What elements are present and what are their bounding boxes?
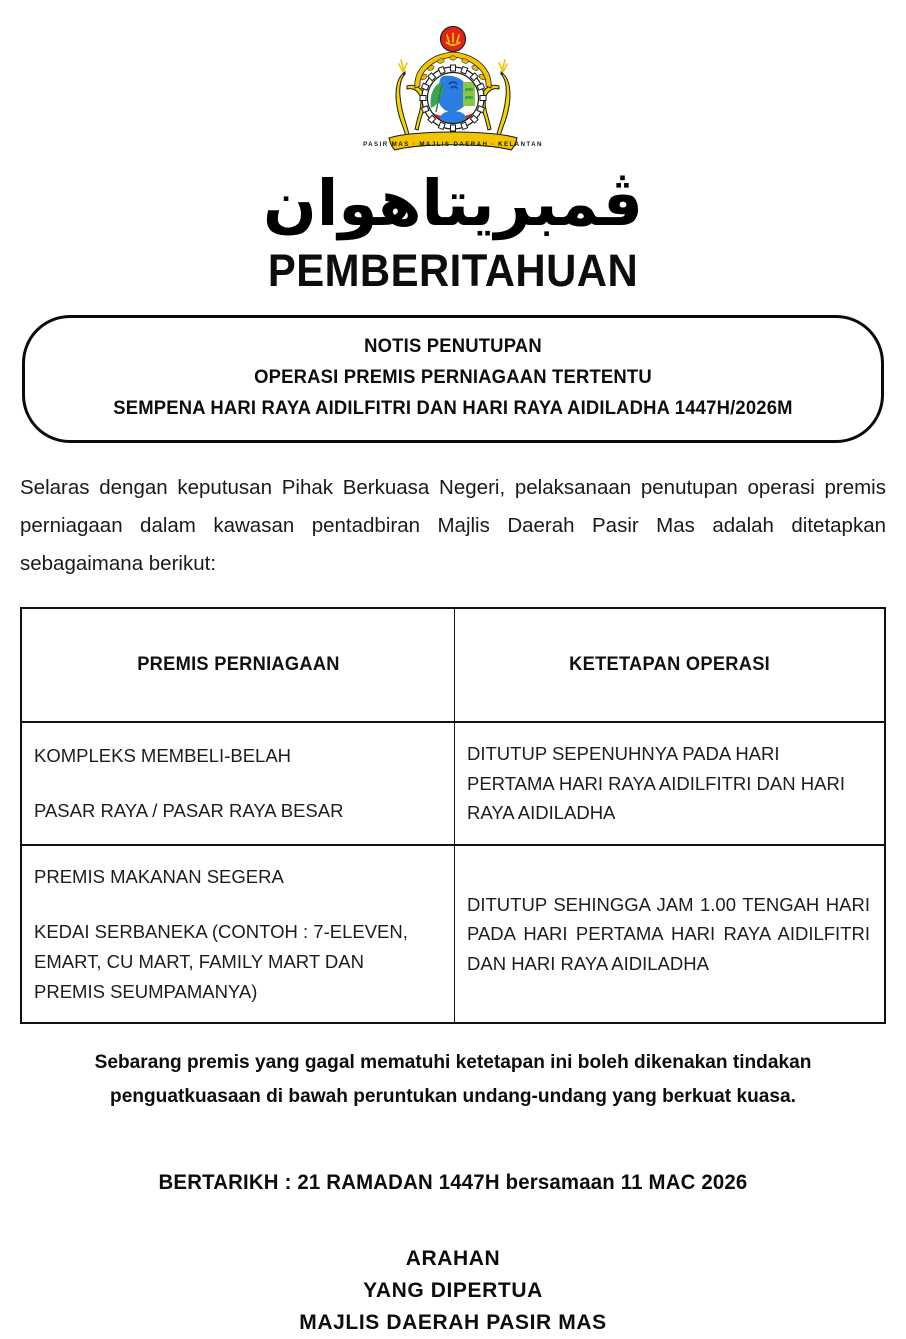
- signoff-line-1: ARAHAN: [405, 1247, 501, 1271]
- row-1-premis-line-2: PASAR RAYA / PASAR RAYA BESAR: [34, 800, 344, 822]
- table-row: [21, 845, 885, 1023]
- jawi-title: ڤمبريتاهوان: [263, 167, 643, 240]
- dated-line: BERTARIKH : 21 RAMADAN 1447H bersamaan 11 MAC 2026: [158, 1171, 748, 1195]
- intro-paragraph: Selaras dengan keputusan Pihak Berkuasa Negeri, pelaksanaan penutupan operasi premis perniagaan dalam kawasan pentadbiran Majlis Daerah Pasir Mas adalah ditetapkan sebagaimana berikut:: [20, 476, 886, 576]
- table-header-row: [21, 608, 885, 722]
- row-2-premis-line-1: PREMIS MAKANAN SEGERA: [34, 865, 284, 887]
- page-title: PEMBERITAHUAN: [267, 245, 639, 296]
- table-header-premis: PREMIS PERNIAGAAN: [21, 608, 455, 722]
- closure-schedule-table: [20, 607, 886, 1024]
- row-2-premis-line-2: KEDAI SERBANEKA (CONTOH : 7-ELEVEN, EMART, CU MART, FAMILY MART DAN PREMIS SEUMPAMANYA): [34, 921, 408, 1002]
- row-1-premis-line-1: KOMPLEKS MEMBELI-BELAH: [34, 744, 292, 766]
- table-row: [21, 722, 885, 845]
- notice-headline-box: [22, 315, 884, 443]
- signoff-line-3: MAJLIS DAERAH PASIR MAS: [299, 1311, 607, 1335]
- table-header-ketetapan: KETETAPAN OPERASI: [455, 608, 886, 722]
- majlis-daerah-pasir-mas-coat-of-arms-icon: [363, 26, 543, 156]
- signoff-block: [0, 1243, 906, 1339]
- notice-line-1: NOTIS PENUTUPAN: [364, 336, 542, 357]
- row-2-ketetapan-text: DITUTUP SEHINGGA JAM 1.00 TENGAH HARI PADA HARI PERTAMA HARI RAYA AIDILFITRI DAN HARI RAYA AIDILADHA: [467, 893, 870, 974]
- crest-container: [0, 0, 906, 156]
- notice-line-2: OPERASI PREMIS PERNIAGAAN TERTENTU: [254, 366, 652, 388]
- row-1-ketetapan-text: DITUTUP SEPENUHNYA PADA HARI PERTAMA HARI RAYA AIDILFITRI DAN HARI RAYA AIDILADHA: [467, 743, 845, 824]
- row-1-premis-cell: [21, 722, 455, 845]
- crest-banner-text: PASIR MAS · MAJLIS DAERAH · KELANTAN: [363, 141, 543, 148]
- enforcement-warning: Sebarang premis yang gagal mematuhi ketetapan ini boleh dikenakan tindakan penguatkuasaan di bawah peruntukan undang-undang yang berkuat kuasa.: [94, 1051, 812, 1107]
- row-2-premis-cell: [21, 845, 455, 1023]
- signoff-line-2: YANG DIPERTUA: [363, 1279, 543, 1303]
- notice-line-3: SEMPENA HARI RAYA AIDILFITRI DAN HARI RAYA AIDILADHA 1447H/2026M: [113, 397, 793, 419]
- row-2-ketetapan-cell: [455, 845, 886, 1023]
- row-1-ketetapan-cell: [455, 722, 886, 845]
